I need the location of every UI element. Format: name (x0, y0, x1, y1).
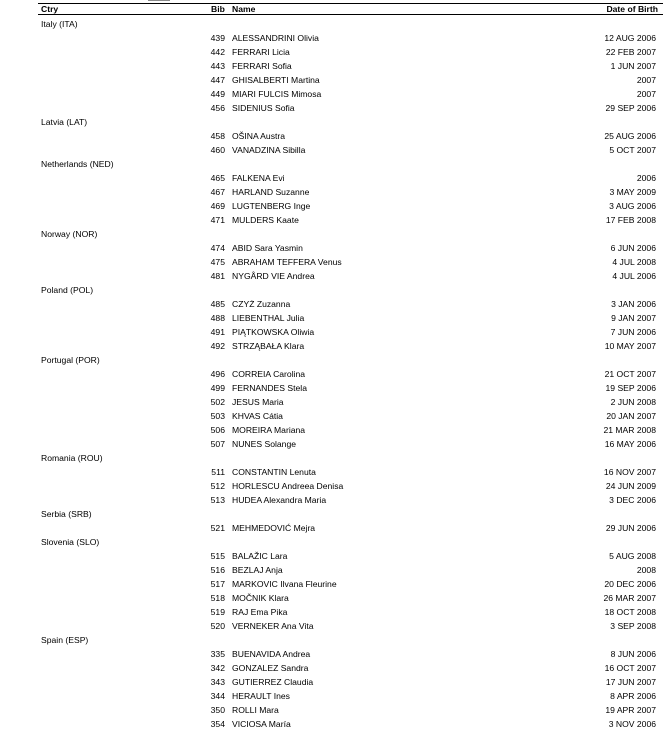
athlete-row (0, 549, 663, 563)
country-label: Latvia (LAT) (41, 117, 88, 127)
athlete-name: ABRAHAM TEFFERA Venus (232, 257, 342, 267)
bib-number: 492 (210, 341, 225, 351)
date-of-birth: 26 MAR 2007 (603, 593, 656, 603)
country-group-row (0, 17, 663, 31)
athlete-name: BUENAVIDA Andrea (232, 649, 311, 659)
bib-number: 513 (210, 495, 225, 505)
country-group-row (0, 507, 663, 521)
bib-number: 442 (210, 47, 225, 57)
athlete-name: HUDEA Alexandra Maria (232, 495, 327, 505)
bib-number: 517 (210, 579, 225, 589)
header-bib: Bib (211, 4, 225, 14)
date-of-birth: 19 SEP 2006 (605, 383, 656, 393)
athlete-name: KHVAS Cátia (232, 411, 283, 421)
date-of-birth: 8 JUN 2006 (610, 649, 656, 659)
date-of-birth: 29 SEP 2006 (605, 103, 656, 113)
date-of-birth: 3 SEP 2008 (610, 621, 656, 631)
date-of-birth: 24 JUN 2009 (605, 481, 656, 491)
bib-number: 469 (210, 201, 225, 211)
country-group-row (0, 227, 663, 241)
athlete-row (0, 199, 663, 213)
athlete-row (0, 129, 663, 143)
country-label: Poland (POL) (41, 285, 94, 295)
athlete-name: MEHMEDOVIĆ Mejra (232, 523, 316, 533)
bib-number: 485 (210, 299, 225, 309)
bib-number: 521 (210, 523, 225, 533)
athlete-name: CORREIA Carolina (232, 369, 306, 379)
athlete-row (0, 311, 663, 325)
bib-number: 520 (210, 621, 225, 631)
athlete-row (0, 143, 663, 157)
date-of-birth: 4 JUL 2008 (612, 257, 656, 267)
country-label: Netherlands (NED) (41, 159, 114, 169)
country-group-row (0, 633, 663, 647)
athlete-row (0, 45, 663, 59)
date-of-birth: 21 OCT 2007 (604, 369, 656, 379)
date-of-birth: 18 OCT 2008 (604, 607, 656, 617)
country-group-row (0, 157, 663, 171)
bib-number: 519 (210, 607, 225, 617)
date-of-birth: 17 JUN 2007 (605, 677, 656, 687)
athlete-name: LIEBENTHAL Julia (232, 313, 305, 323)
date-of-birth: 20 JAN 2007 (606, 411, 656, 421)
bib-number: 447 (210, 75, 225, 85)
athlete-name: HERAULT Ines (232, 691, 290, 701)
bib-number: 449 (210, 89, 225, 99)
athlete-name: RAJ Ema Pika (232, 607, 288, 617)
athlete-name: BALAŽIC Lara (232, 551, 288, 561)
athlete-row (0, 647, 663, 661)
athlete-name: GONZALEZ Sandra (232, 663, 309, 673)
athlete-name: FERRARI Sofia (232, 61, 292, 71)
athlete-name: MIARI FULCIS Mimosa (232, 89, 322, 99)
date-of-birth: 3 JAN 2006 (611, 299, 656, 309)
bib-number: 467 (210, 187, 225, 197)
date-of-birth: 16 NOV 2007 (603, 467, 656, 477)
country-label: Spain (ESP) (41, 635, 89, 645)
date-of-birth: 2006 (636, 173, 656, 183)
athlete-row (0, 241, 663, 255)
athlete-row (0, 703, 663, 717)
date-of-birth: 7 JUN 2006 (610, 327, 656, 337)
athlete-row (0, 255, 663, 269)
athlete-name: ROLLI Mara (232, 705, 279, 715)
athlete-row (0, 619, 663, 633)
bib-number: 512 (210, 481, 225, 491)
date-of-birth: 3 DEC 2006 (609, 495, 656, 505)
date-of-birth: 29 JUN 2006 (605, 523, 656, 533)
athlete-row (0, 661, 663, 675)
athlete-row (0, 213, 663, 227)
date-of-birth: 5 AUG 2008 (609, 551, 656, 561)
date-of-birth: 19 APR 2007 (605, 705, 656, 715)
athlete-row (0, 563, 663, 577)
athlete-row (0, 185, 663, 199)
athlete-name: CZYŻ Zuzanna (232, 299, 291, 309)
bib-number: 458 (210, 131, 225, 141)
athlete-row (0, 325, 663, 339)
date-of-birth: 17 FEB 2008 (605, 215, 656, 225)
date-of-birth: 16 MAY 2006 (604, 439, 656, 449)
bib-number: 496 (210, 369, 225, 379)
bib-number: 456 (210, 103, 225, 113)
athlete-name: HORLESCU Andreea Denisa (232, 481, 344, 491)
athlete-row (0, 409, 663, 423)
bib-number: 499 (210, 383, 225, 393)
bib-number: 515 (210, 551, 225, 561)
bib-number: 481 (210, 271, 225, 281)
bib-number: 443 (210, 61, 225, 71)
date-of-birth: 4 JUL 2006 (612, 271, 656, 281)
bib-number: 474 (210, 243, 225, 253)
athlete-name: ALESSANDRINI Olivia (232, 33, 319, 43)
athlete-name: VICIOSA María (232, 719, 291, 729)
athlete-name: FERNANDES Stela (232, 383, 307, 393)
athlete-name: CONSTANTIN Lenuta (232, 467, 316, 477)
bib-number: 488 (210, 313, 225, 323)
date-of-birth: 20 DEC 2006 (604, 579, 656, 589)
date-of-birth: 2007 (636, 89, 656, 99)
athlete-name: MOREIRA Mariana (232, 425, 306, 435)
athlete-name: VANADZINA Sibilla (232, 145, 306, 155)
athlete-row (0, 591, 663, 605)
athlete-name: NYGÅRD VIE Andrea (232, 271, 315, 281)
athlete-row (0, 339, 663, 353)
athlete-name: VERNEKER Ana Vita (232, 621, 314, 631)
bib-number: 439 (210, 33, 225, 43)
bib-number: 344 (210, 691, 225, 701)
athlete-name: NUNES Solange (232, 439, 297, 449)
country-label: Portugal (POR) (41, 355, 100, 365)
athlete-row (0, 31, 663, 45)
bib-number: 475 (210, 257, 225, 267)
bib-number: 465 (210, 173, 225, 183)
entry-list (0, 17, 663, 731)
country-label: Italy (ITA) (41, 19, 78, 29)
country-group-row (0, 353, 663, 367)
athlete-name: MARKOVIC Ilvana Fleurine (232, 579, 337, 589)
date-of-birth: 25 AUG 2006 (604, 131, 656, 141)
date-of-birth: 8 APR 2006 (610, 691, 656, 701)
bib-number: 350 (210, 705, 225, 715)
bib-number: 354 (210, 719, 225, 729)
athlete-row (0, 269, 663, 283)
athlete-row (0, 479, 663, 493)
bib-number: 342 (210, 663, 225, 673)
country-label: Norway (NOR) (41, 229, 98, 239)
header-rule (38, 14, 663, 15)
athlete-row (0, 437, 663, 451)
athlete-row (0, 577, 663, 591)
date-of-birth: 21 MAR 2008 (603, 425, 656, 435)
athlete-row (0, 521, 663, 535)
country-group-row (0, 115, 663, 129)
date-of-birth: 22 FEB 2007 (605, 47, 656, 57)
date-of-birth: 12 AUG 2006 (604, 33, 656, 43)
date-of-birth: 6 JUN 2006 (610, 243, 656, 253)
date-of-birth: 2007 (636, 75, 656, 85)
athlete-row (0, 73, 663, 87)
header-ctry: Ctry (41, 4, 59, 14)
athlete-row (0, 171, 663, 185)
date-of-birth: 10 MAY 2007 (604, 341, 656, 351)
athlete-row (0, 717, 663, 731)
athlete-row (0, 367, 663, 381)
bib-number: 491 (210, 327, 225, 337)
athlete-name: FALKENA Evi (232, 173, 285, 183)
athlete-row (0, 493, 663, 507)
bib-number: 506 (210, 425, 225, 435)
country-label: Slovenia (SLO) (41, 537, 100, 547)
athlete-name: MOČNIK Klara (232, 593, 289, 603)
bib-number: 503 (210, 411, 225, 421)
country-group-row (0, 283, 663, 297)
date-of-birth: 5 OCT 2007 (609, 145, 656, 155)
athlete-name: LUGTENBERG Inge (232, 201, 311, 211)
athlete-row (0, 465, 663, 479)
athlete-name: SIDENIUS Sofia (232, 103, 295, 113)
bib-number: 471 (210, 215, 225, 225)
date-of-birth: 16 OCT 2007 (604, 663, 656, 673)
athlete-name: PIĄTKOWSKA Oliwia (232, 327, 315, 337)
country-group-row (0, 535, 663, 549)
athlete-row (0, 87, 663, 101)
country-group-row (0, 451, 663, 465)
athlete-name: HARLAND Suzanne (232, 187, 310, 197)
athlete-name: BEZLAJ Anja (232, 565, 283, 575)
date-of-birth: 1 JUN 2007 (610, 61, 656, 71)
date-of-birth: 3 AUG 2006 (609, 201, 656, 211)
athlete-name: STRZĄBAŁA Klara (232, 341, 305, 351)
date-of-birth: 3 MAY 2009 (609, 187, 656, 197)
date-of-birth: 3 NOV 2006 (608, 719, 656, 729)
header-name: Name (232, 4, 256, 14)
header-date-of-birth: Date of Birth (606, 4, 658, 14)
athlete-row (0, 101, 663, 115)
athlete-name: GHISALBERTI Martina (232, 75, 320, 85)
athlete-row (0, 675, 663, 689)
bib-number: 502 (210, 397, 225, 407)
athlete-row (0, 297, 663, 311)
bib-number: 343 (210, 677, 225, 687)
athlete-row (0, 689, 663, 703)
bib-number: 507 (210, 439, 225, 449)
athlete-row (0, 395, 663, 409)
athlete-row (0, 605, 663, 619)
athlete-name: GUTIERREZ Claudia (232, 677, 314, 687)
athlete-name: JESUS Maria (232, 397, 284, 407)
athlete-row (0, 381, 663, 395)
bib-number: 518 (210, 593, 225, 603)
date-of-birth: 2008 (636, 565, 656, 575)
bib-number: 460 (210, 145, 225, 155)
bib-number: 335 (210, 649, 225, 659)
athlete-row (0, 423, 663, 437)
bib-number: 511 (211, 467, 225, 477)
date-of-birth: 9 JAN 2007 (611, 313, 656, 323)
page-top-mark (148, 0, 170, 1)
bib-number: 516 (210, 565, 225, 575)
athlete-name: MULDERS Kaate (232, 215, 299, 225)
country-label: Serbia (SRB) (41, 509, 92, 519)
athlete-name: OŠINA Austra (232, 131, 286, 141)
athlete-row (0, 59, 663, 73)
athlete-name: FERRARI Licia (232, 47, 290, 57)
country-label: Romania (ROU) (41, 453, 103, 463)
date-of-birth: 2 JUN 2008 (610, 397, 656, 407)
athlete-name: ABID Sara Yasmin (232, 243, 303, 253)
